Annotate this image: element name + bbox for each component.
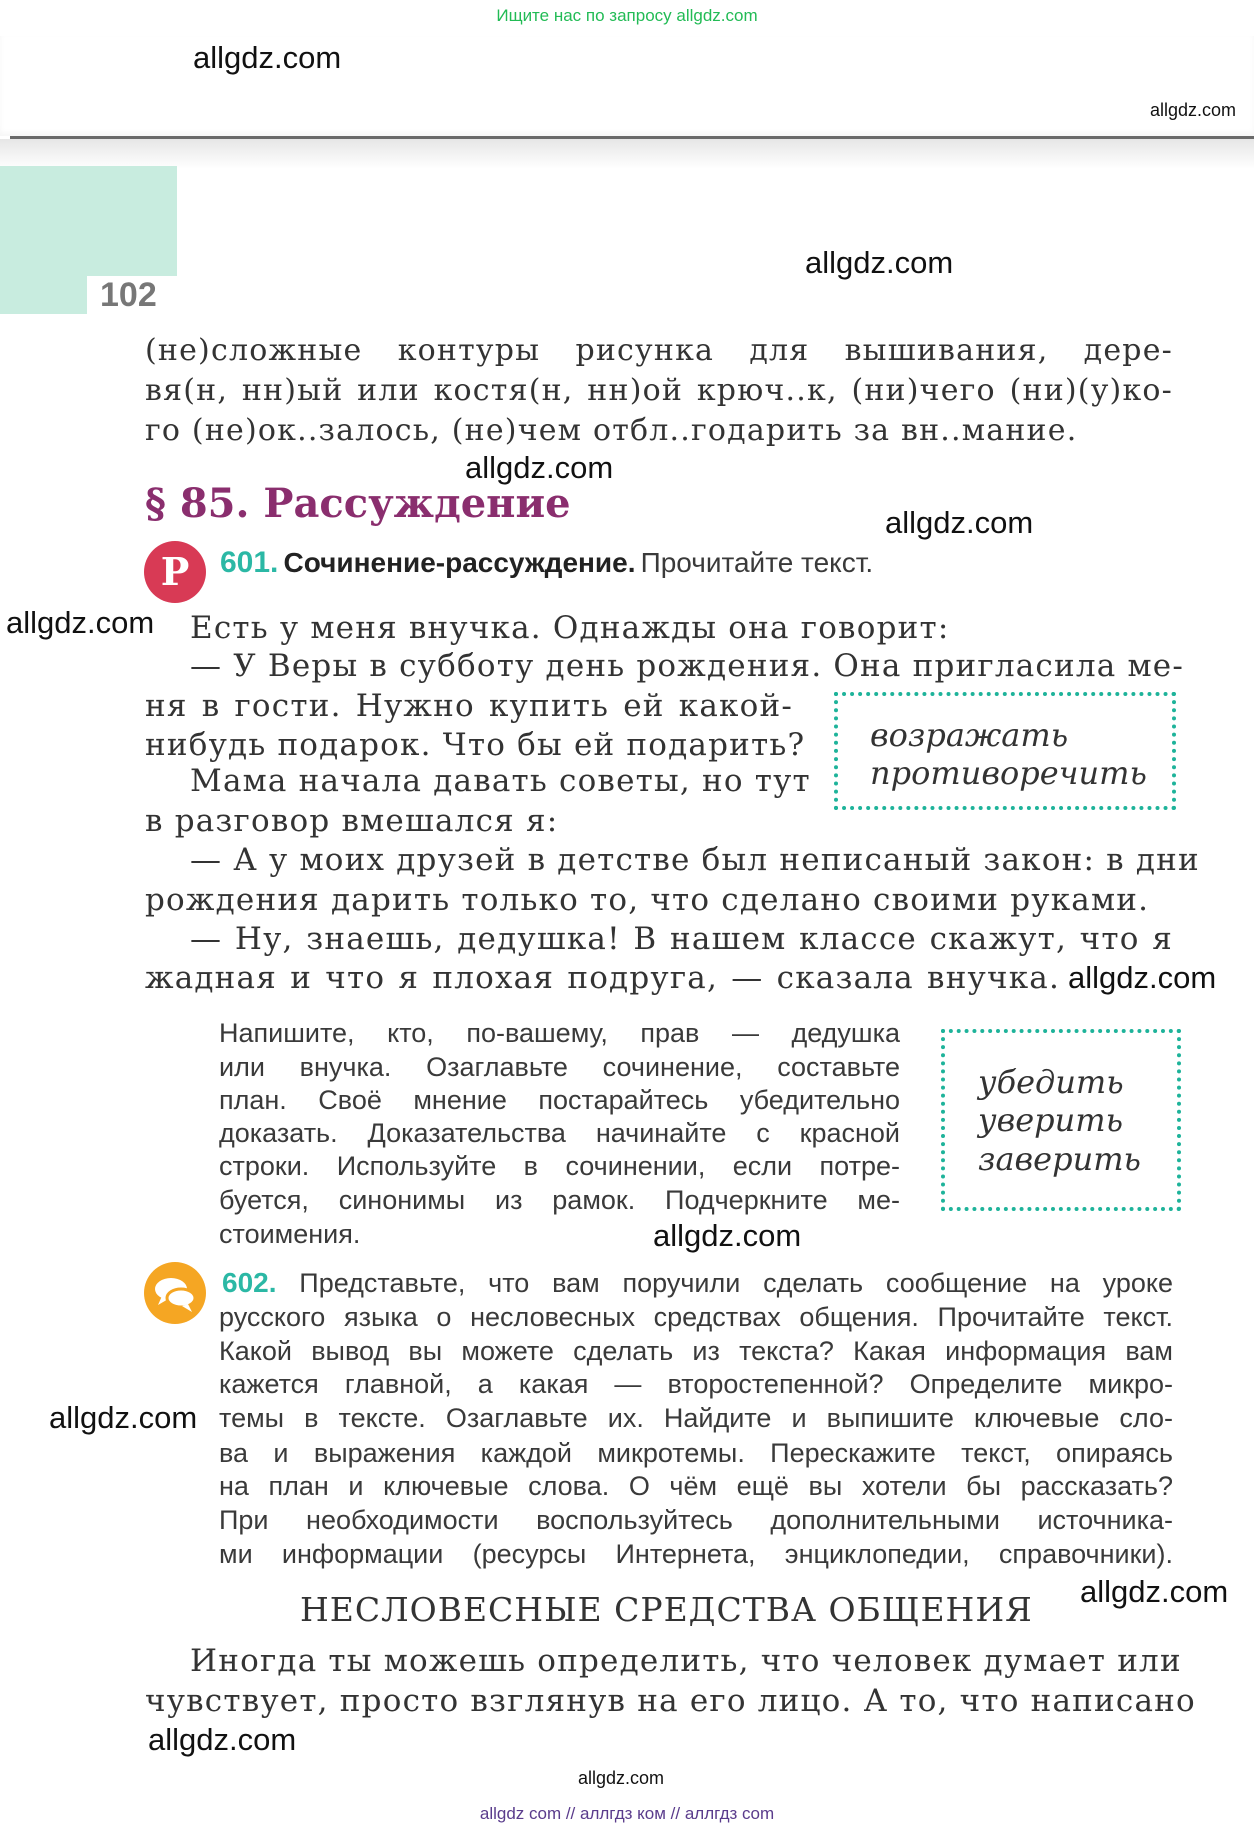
page-number: 102 <box>100 276 157 314</box>
top-banner[interactable]: Ищите нас по запросу allgdz.com <box>496 6 758 25</box>
text-title: НЕСЛОВЕСНЫЕ СРЕДСТВА ОБЩЕНИЯ <box>300 1590 1033 1629</box>
synonym-box <box>834 692 1176 810</box>
watermark: allgdz.com <box>1068 960 1217 995</box>
watermark: allgdz.com <box>49 1400 198 1435</box>
exercise-instruction: Прочитайте текст. <box>640 547 874 578</box>
intro-line: вя(н, нн)ый или костя(н, нн)ой крюч..к, (ни)чего (ни)(у)ко- <box>145 373 1173 408</box>
exercise-602-line: ми информации (ресурсы Интернета, энциклопедии, справочники). <box>219 1539 1173 1569</box>
task-line: стоимения. <box>219 1219 361 1249</box>
section-heading: § 85. Рассуждение <box>145 480 571 527</box>
exercise-602-line: кажется главной, а какая — второстепенной? Определите микро- <box>219 1369 1173 1399</box>
exercise-602-line: ва и выражения каждой микротемы. Перескажите текст, опираясь <box>219 1438 1173 1468</box>
story-line: в разговор вмешался я: <box>145 803 559 839</box>
watermark: allgdz.com <box>6 605 155 640</box>
reasoning-badge-icon: Р <box>144 541 206 603</box>
story-line: Есть у меня внучка. Однажды она говорит: <box>190 610 950 646</box>
intro-line: (не)сложные контуры рисунка для вышивания, дере- <box>145 333 1173 368</box>
speech-bubbles-icon <box>144 1262 206 1324</box>
exercise-602-text: Представьте, что вам поручили сделать сообщение на уроке <box>299 1268 1173 1298</box>
story-line: — У Веры в субботу день рождения. Она пригласила ме- <box>190 648 1185 684</box>
exercise-602-line: темы в тексте. Озаглавьте их. Найдите и выпишите ключевые сло- <box>219 1403 1173 1433</box>
task-line: план. Своё мнение постарайтесь убедительно <box>219 1085 900 1115</box>
task-line: буется, синонимы из рамок. Подчеркните ме- <box>219 1185 900 1215</box>
watermark: allgdz.com <box>1150 100 1237 120</box>
task-line: строки. Используйте в сочинении, если потре- <box>219 1151 900 1181</box>
synonym-box <box>941 1029 1181 1211</box>
task-line: доказать. Доказательства начинайте с красной <box>219 1118 900 1148</box>
synonym-word: убедить <box>978 1063 1124 1101</box>
watermark: allgdz.com <box>885 505 1034 540</box>
story-line: — А у моих друзей в детстве был неписаный закон: в дни <box>190 842 1200 878</box>
watermark: allgdz.com <box>148 1722 297 1757</box>
watermark: allgdz.com <box>653 1218 802 1253</box>
synonym-word: противоречить <box>870 754 1147 792</box>
exercise-602-line: русского языка о несловесных средствах общения. Прочитайте текст. <box>219 1302 1173 1332</box>
story-line: Мама начала давать советы, но тут <box>190 763 811 799</box>
text-line: чувствует, просто взглянув на его лицо. А то, что написано <box>145 1683 1196 1719</box>
task-line: или внучка. Озаглавьте сочинение, составьте <box>219 1052 900 1082</box>
intro-line: го (не)ок..залось, (не)чем отбл..годарить за вн..мание. <box>145 413 1078 448</box>
watermark: allgdz.com <box>1080 1574 1229 1609</box>
exercise-number: 602. <box>222 1267 277 1298</box>
bottom-links[interactable]: allgdz com // аллгдз ком // аллгдз com <box>479 1804 775 1823</box>
synonym-word: заверить <box>978 1140 1141 1178</box>
story-line: — Ну, знаешь, дедушка! В нашем классе скажут, что я <box>190 921 1173 957</box>
synonym-word: уверить <box>978 1101 1123 1139</box>
text-line: Иногда ты можешь определить, что человек думает или <box>190 1643 1182 1679</box>
exercise-602-first-line <box>222 1267 1173 1299</box>
page-shadow <box>0 139 1254 169</box>
watermark: allgdz.com <box>578 1768 665 1788</box>
synonym-word: возражать <box>870 716 1069 754</box>
story-line: рождения дарить только то, что сделано своими руками. <box>145 882 1150 918</box>
watermark: allgdz.com <box>465 450 614 485</box>
watermark: allgdz.com <box>193 40 342 75</box>
story-line: ня в гости. Нужно купить ей какой- <box>145 688 793 724</box>
exercise-602-line: на план и ключевые слова. О чём ещё вы хотели бы рассказать? <box>219 1471 1173 1501</box>
exercise-title: Сочинение-рассуждение. <box>283 547 636 578</box>
speech-bubbles-icon <box>144 1262 206 1324</box>
watermark: allgdz.com <box>805 245 954 280</box>
story-line: жадная и что я плохая подруга, — сказала внучка. <box>145 960 1060 996</box>
story-line: нибудь подарок. Что бы ей подарить? <box>145 727 806 763</box>
exercise-602-line: Какой вывод вы можете сделать из текста? Какая информация вам <box>219 1336 1173 1366</box>
task-line: Напишите, кто, по-вашему, прав — дедушка <box>219 1018 900 1048</box>
header-band <box>0 36 1254 136</box>
exercise-602-line: При необходимости воспользуйтесь дополнительными источника- <box>219 1505 1173 1535</box>
exercise-601-header <box>220 546 873 580</box>
exercise-number: 601. <box>220 546 279 579</box>
